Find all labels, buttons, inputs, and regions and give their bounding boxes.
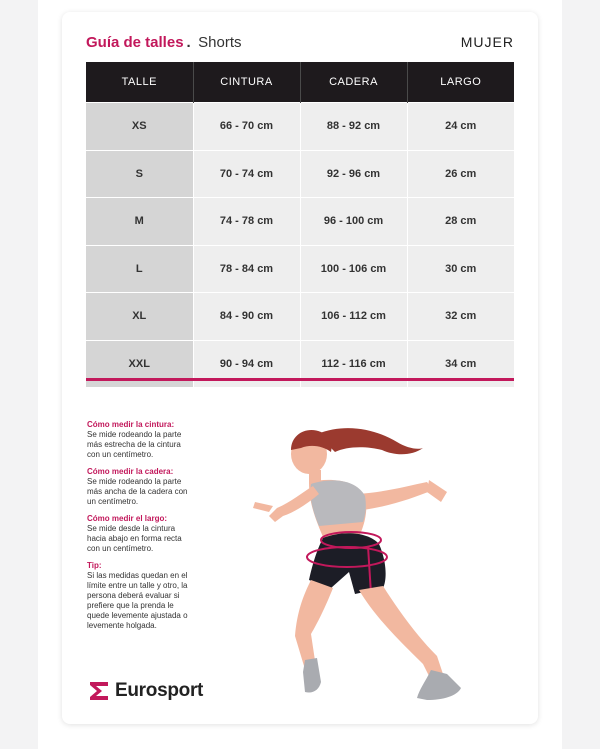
column-header-cadera: CADERA (300, 62, 407, 103)
length-cell: 28 cm (407, 198, 514, 246)
tip-line: persona deberá evaluar si (87, 591, 180, 600)
tip-waist (87, 420, 217, 460)
tip-general (87, 561, 217, 631)
tip-line: un centímetro. (87, 497, 139, 506)
table-row (86, 150, 514, 198)
tip-line: Se mide rodeando la parte (87, 477, 182, 486)
size-cell: L (86, 245, 193, 293)
tip-line: más ancha de la cadera con (87, 487, 188, 496)
tip-line: Se mide desde la cintura (87, 524, 176, 533)
waist-cell: 70 - 74 cm (193, 150, 300, 198)
size-cell: XL (86, 293, 193, 341)
eurosport-logo (88, 677, 203, 705)
column-header-talle: TALLE (86, 62, 193, 103)
hip-cell: 92 - 96 cm (300, 150, 407, 198)
brand-name: Eurosport (115, 680, 204, 701)
column-header-largo: LARGO (407, 62, 514, 103)
table-bottom-rule (86, 378, 514, 381)
tip-title: Cómo medir la cintura: (87, 420, 175, 429)
tip-line: levemente holgada. (87, 621, 157, 630)
hip-cell: 96 - 100 cm (300, 198, 407, 246)
eurosport-logo-icon (88, 680, 110, 702)
waist-cell: 74 - 78 cm (193, 198, 300, 246)
tip-line: Si las medidas quedan en el (87, 571, 188, 580)
hip-cell: 88 - 92 cm (300, 103, 407, 151)
length-cell: 24 cm (407, 103, 514, 151)
tip-line: Se mide rodeando la parte (87, 430, 182, 439)
measurement-tips (87, 420, 217, 638)
size-cell: XXL (86, 340, 193, 387)
tip-line: hacia abajo en forma recta (87, 534, 182, 543)
tip-length (87, 514, 217, 554)
size-guide-header (86, 34, 514, 54)
waist-cell: 84 - 90 cm (193, 293, 300, 341)
hip-cell: 106 - 112 cm (300, 293, 407, 341)
length-cell: 32 cm (407, 293, 514, 341)
tip-title: Tip: (87, 561, 102, 570)
table-header-row (86, 62, 514, 103)
tip-line: más estrecha de la cintura (87, 440, 181, 449)
runner-woman-illustration (247, 412, 507, 712)
size-cell: S (86, 150, 193, 198)
tip-hip (87, 467, 217, 507)
gender-label: MUJER (460, 34, 514, 50)
table-row (86, 293, 514, 341)
title-dot: . (186, 34, 191, 51)
table-row (86, 245, 514, 293)
waist-cell: 78 - 84 cm (193, 245, 300, 293)
tip-line: prefiere que la prenda le (87, 601, 174, 610)
length-cell: 26 cm (407, 150, 514, 198)
length-cell: 34 cm (407, 340, 514, 387)
hip-cell: 100 - 106 cm (300, 245, 407, 293)
table-row (86, 103, 514, 151)
table-row (86, 198, 514, 246)
size-cell: M (86, 198, 193, 246)
page-subtitle: Shorts (198, 34, 242, 51)
tip-title: Cómo medir la cadera: (87, 467, 174, 476)
tip-line: límite entre un talle y otro, la (87, 581, 188, 590)
hip-cell: 112 - 116 cm (300, 340, 407, 387)
waist-cell: 90 - 94 cm (193, 340, 300, 387)
waist-cell: 66 - 70 cm (193, 103, 300, 151)
size-table (86, 62, 514, 387)
size-guide-card (62, 12, 538, 724)
length-cell: 30 cm (407, 245, 514, 293)
tip-line: con un centímetro. (87, 544, 154, 553)
page-title: Guía de talles (86, 34, 184, 51)
tip-line: con un centímetro. (87, 450, 154, 459)
tip-title: Cómo medir el largo: (87, 514, 168, 523)
column-header-cintura: CINTURA (193, 62, 300, 103)
tip-line: quede levemente ajustada o (87, 611, 188, 620)
size-cell: XS (86, 103, 193, 151)
